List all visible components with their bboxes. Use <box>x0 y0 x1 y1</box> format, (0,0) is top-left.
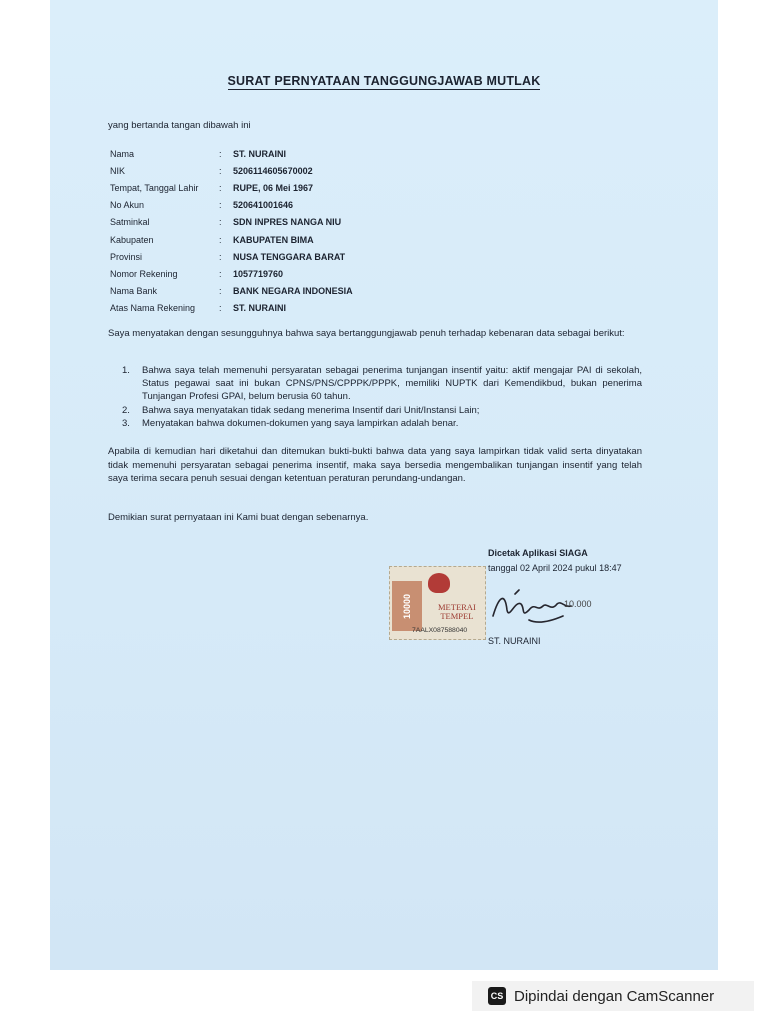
scanned-paper <box>50 0 718 970</box>
field-row: Nama : ST. NURAINI <box>110 148 287 159</box>
camscanner-logo-icon: CS <box>488 987 506 1005</box>
closing-paragraph: Demikian surat pernyataan ini Kami buat dengan sebenarnya. <box>108 512 369 523</box>
field-row: Nama Bank : BANK NEGARA INDONESIA <box>110 286 353 297</box>
field-row: Provinsi : NUSA TENGGARA BARAT <box>110 251 346 262</box>
printed-by: Dicetak Aplikasi SIAGA <box>488 548 588 558</box>
statement-list <box>122 364 642 430</box>
statement-paragraph: Saya menyatakan dengan sesungguhnya bahwa saya bertanggungjawab penuh terhadap kebenaran data sebagai berikut: <box>108 328 625 339</box>
intro-text: yang bertanda tangan dibawah ini <box>108 120 251 131</box>
list-item: 2. Bahwa saya menyatakan tidak sedang menerima Insentif dari Unit/Instansi Lain; <box>122 404 480 416</box>
identity-fields <box>110 145 353 317</box>
list-item: 1. Bahwa saya telah memenuhi persyaratan sebagai penerima tunjangan insentif yaitu: aktif mengajar PAI di sekolah, Status pegawai saat ini bukan CPNS/PNS/CPPPK/PPPK, memiliki NUPTK dari Kemendikbud, bukan penerima Tunjangan Profesi GPAI, belum berusia 60 tahun. <box>122 365 642 403</box>
meterai-stamp <box>389 566 486 640</box>
stamp-label: METERAI TEMPEL <box>438 602 476 621</box>
garuda-emblem-icon <box>428 573 450 593</box>
list-item: 3. Menyatakan bahwa dokumen-dokumen yang saya lampirkan adalah benar. <box>122 417 459 429</box>
camscanner-watermark <box>472 981 754 1011</box>
field-row: Kabupaten : KABUPATEN BIMA <box>110 234 314 245</box>
field-row: Nomor Rekening : 1057719760 <box>110 268 284 279</box>
stamp-value: 10000 <box>392 581 422 631</box>
consequence-paragraph: Apabila di kemudian hari diketahui dan ditemukan bukti-bukti bahwa data yang saya lampirkan tidak valid serta dinyatakan tidak memenuhi persyaratan sebagai penerima insentif, maka saya bersedia mengembalikan tunjangan insentif yang telah saya terima secara penuh sesuai dengan ketentuan peraturan perundang-undangan. <box>108 446 642 484</box>
stamp-amount: 10.000 <box>564 599 592 609</box>
signer-name: ST. NURAINI <box>488 636 541 646</box>
stamp-serial: 7AALX087588040 <box>412 627 468 634</box>
field-row: Atas Nama Rekening : ST. NURAINI <box>110 303 287 314</box>
field-row: No Akun : 520641001646 <box>110 200 294 211</box>
field-row: NIK : 5206114605670002 <box>110 165 313 176</box>
camscanner-label: Dipindai dengan CamScanner <box>514 987 715 1005</box>
field-row: Satminkal : SDN INPRES NANGA NIU <box>110 217 342 228</box>
document-title: SURAT PERNYATAAN TANGGUNGJAWAB MUTLAK <box>227 74 541 88</box>
field-row: Tempat, Tanggal Lahir : RUPE, 06 Mei 1967 <box>110 182 314 193</box>
printed-date: tanggal 02 April 2024 pukul 18:47 <box>488 563 622 573</box>
